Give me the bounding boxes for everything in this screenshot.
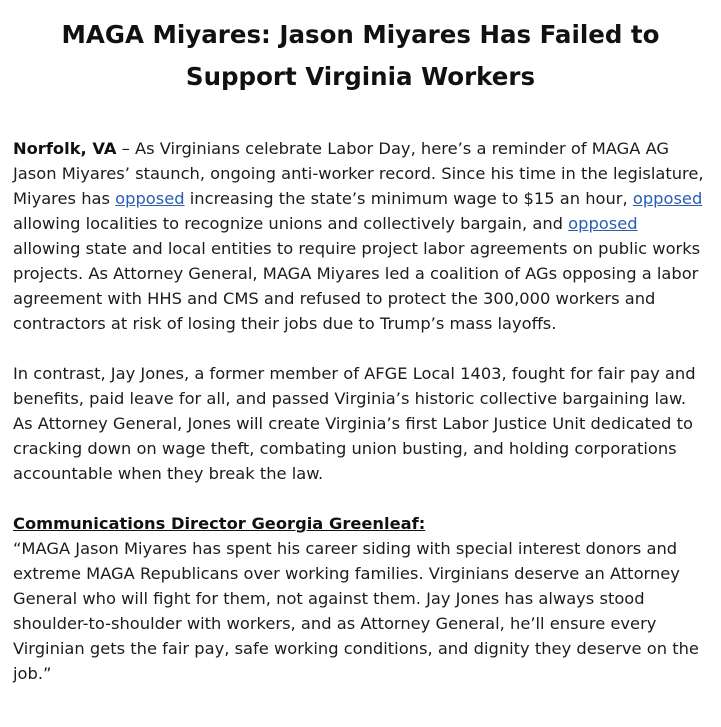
headline-line-2: Support Virginia Workers: [185, 62, 536, 91]
headline: [13, 14, 708, 98]
opposed-minimum-wage-link[interactable]: opposed: [115, 189, 185, 208]
opposed-labor-agreements-link[interactable]: opposed: [568, 214, 638, 233]
headline-line-1: MAGA Miyares: Jason Miyares Has Failed to: [61, 20, 660, 49]
intro-text-3: allowing localities to recognize unions and collectively bargain, and: [13, 214, 569, 233]
intro-paragraph: [13, 136, 708, 336]
intro-text-2: increasing the state’s minimum wage to $15 an hour,: [184, 189, 633, 208]
opposed-unions-link[interactable]: opposed: [632, 189, 703, 208]
speaker-attribution: Communications Director Georgia Greenleaf:: [13, 514, 426, 533]
intro-text-4: allowing state and local entities to require project labor agreements on public works projects. As Attorney General, MAGA Miyares led a coalition of AGs opposing a labor agreement with HHS and CMS and refused to protect the 300,000 workers and contractors at risk of losing their jobs due to Trump’s mass layoffs.: [13, 239, 701, 333]
contrast-paragraph: In contrast, Jay Jones, a former member of AFGE Local 1403, fought for fair pay and benefits, paid leave for all, and passed Virginia’s historic collective bargaining law. As Attorney General, Jones will create Virginia’s first Labor Justice Unit dedicated to cracking down on wage theft, combating union busting, and holding corporations accountable when they break the law.: [13, 364, 696, 483]
statement-quote: “MAGA Jason Miyares has spent his career siding with special interest donors and extreme MAGA Republicans over working families. Virginians deserve an Attorney General who will fight for them, not against them. Jay Jones has always stood shoulder-to-shoulder with workers, and as Attorney General, he’ll ensure every Virginian gets the fair pay, safe working conditions, and dignity they deserve on the job.”: [13, 539, 699, 683]
statement-paragraph: [13, 511, 708, 686]
dateline: Norfolk, VA: [13, 139, 117, 158]
intro-text-1: – As Virginians celebrate Labor Day, here’s a reminder of MAGA AG Jason Miyares’ staunch, ongoing anti-worker record. Since his time in the legislature, Miyares has: [13, 139, 704, 208]
